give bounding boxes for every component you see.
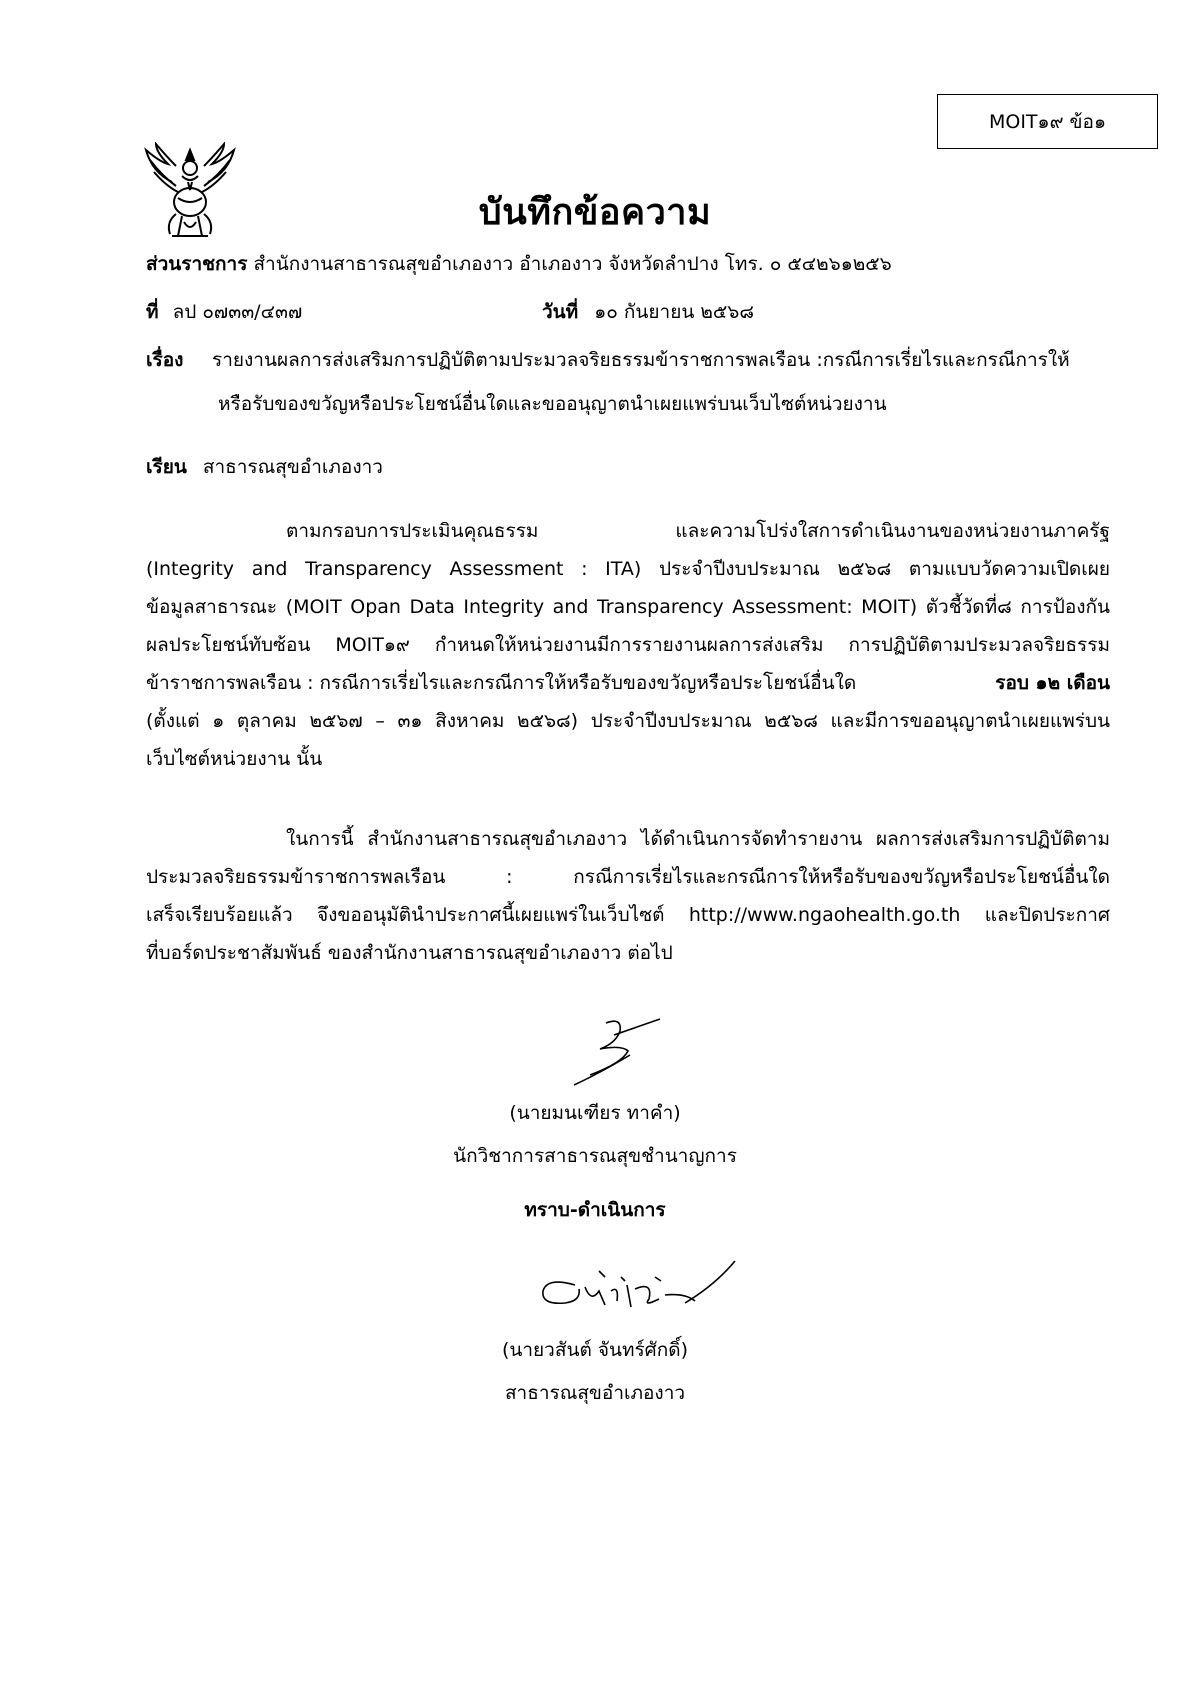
paragraph-2-line: ที่บอร์ดประชาสัมพันธ์ ของสำนักงานสาธารณสุขอำเภองาว ต่อไป [146,942,673,964]
paragraph-2-line: ในการนี้ สำนักงานสาธารณสุขอำเภองาว ได้ดำเนินการจัดทำรายงาน ผลการส่งเสริมการปฏิบัติตาม [286,828,1110,850]
paragraph-1-line [146,664,1110,702]
paragraph-1-line: ผลประโยชน์ทับซ้อน MOIT๑๙ กำหนดให้หน่วยงานมีการรายงานผลการส่งเสริม การปฏิบัติตามประมวลจริยธรรม [146,634,1110,656]
signer-1-name: (นายมนเฑียร ทาคำ) [509,1102,681,1124]
reference-tag-text: MOIT๑๙ ข้อ๑ [988,110,1107,133]
subject-line-1: รายงานผลการส่งเสริมการปฏิบัติตามประมวลจริยธรรมข้าราชการพลเรือน :กรณีการเรี่ยไรและกรณีการให้ [212,349,1070,371]
signer-1-position: นักวิชาการสาธารณสุขชำนาญการ [453,1145,737,1167]
signature-1-image [570,1015,670,1090]
recipient-line [146,452,383,482]
signer-2-name: (นายวสันต์ จันทร์ศักดิ์) [501,1339,688,1361]
agency-value: สำนักงานสาธารณสุขอำเภองาว อำเภองาว จังหวัดลำปาง โทร. ๐ ๕๔๒๖๑๒๕๖ [253,253,892,275]
paragraph-2 [146,820,1110,972]
paragraph-1-line: (Integrity and Transparency Assessment : ITA) ประจำปีงบประมาณ ๒๕๖๘ ตามแบบวัดความเปิดเผย [146,558,1110,580]
reference-line [146,297,302,327]
reference-label: ที่ [146,301,159,323]
recipient-value: สาธารณสุขอำเภองาว [202,456,383,478]
paragraph-1-line-text: ข้าราชการพลเรือน : กรณีการเรี่ยไรและกรณีการให้หรือรับของขวัญหรือประโยชน์อื่นใด [146,672,857,694]
approval-text: ทราบ-ดำเนินการ [524,1199,666,1221]
paragraph-2-line: ประมวลจริยธรรมข้าราชการพลเรือน : กรณีการเรี่ยไรและกรณีการให้หรือรับของขวัญหรือประโยชน์อื่นใด [146,866,1110,888]
subject-label: เรื่อง [146,349,184,371]
document-title: บันทึกข้อความ [478,192,712,233]
date-line [542,297,754,327]
agency-label: ส่วนราชการ [146,253,248,275]
reference-number: ลป ๐๗๓๓/๔๓๗ [172,301,303,323]
date-label: วันที่ [542,301,579,323]
paragraph-2-line: เสร็จเรียบร้อยแล้ว จึงขออนุมัตินำประกาศนี้เผยแพร่ในเว็บไซต์ http://www.ngaohealth.go.th และปิดประกาศ [146,904,1110,926]
paragraph-1-line: เว็บไซต์หน่วยงาน นั้น [146,748,323,770]
period-highlight: รอบ ๑๒ เดือน [995,672,1110,694]
date-value: ๑๐ กันยายน ๒๕๖๘ [594,301,755,323]
paragraph-1-line: ตามกรอบการประเมินคุณธรรม และความโปร่งใสการดำเนินงานของหน่วยงานภาครัฐ [286,520,1110,542]
paragraph-1 [146,512,1110,778]
subject-line-2: หรือรับของขวัญหรือประโยชน์อื่นใดและขออนุญาตนำเผยแพร่บนเว็บไซต์หน่วยงาน [218,393,887,415]
signer-2-position: สาธารณสุขอำเภองาว [504,1382,686,1404]
recipient-label: เรียน [146,456,187,478]
paragraph-1-line: (ตั้งแต่ ๑ ตุลาคม ๒๕๖๗ – ๓๑ สิงหาคม ๒๕๖๘) ประจำปีงบประมาณ ๒๕๖๘ และมีการขออนุญาตนำเผยแพร่บน [146,710,1110,732]
agency-line [146,249,892,279]
paragraph-1-line: ข้อมูลสาธารณะ (MOIT Opan Data Integrity and Transparency Assessment: MOIT) ตัวชี้วัดที่๘ การป้องกัน [146,596,1110,618]
signature-2-image [535,1255,740,1330]
reference-tag-box [937,94,1158,149]
